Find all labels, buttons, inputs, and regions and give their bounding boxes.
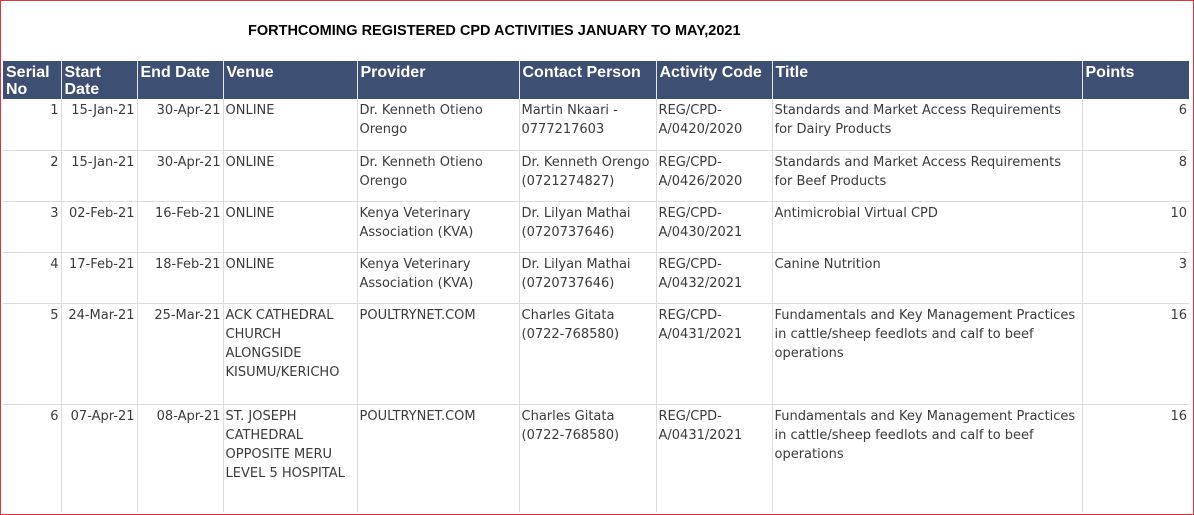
table-row bbox=[3, 99, 1189, 150]
cell-activity-code: REG/CPD-A/0431/2021 bbox=[656, 404, 772, 512]
cell-contact: Dr. Lilyan Mathai (0720737646) bbox=[519, 201, 656, 252]
cell-venue: ONLINE bbox=[223, 150, 357, 201]
cell-venue: ST. JOSEPH CATHEDRAL OPPOSITE MERU LEVEL 5 HOSPITAL bbox=[223, 404, 357, 512]
cell-contact: Dr. Lilyan Mathai (0720737646) bbox=[519, 252, 656, 303]
cell-contact: Martin Nkaari - 0777217603 bbox=[519, 99, 656, 150]
cell-points: 16 bbox=[1082, 303, 1189, 404]
cell-title: Standards and Market Access Requirements for Beef Products bbox=[772, 150, 1082, 201]
table-row bbox=[3, 150, 1189, 201]
cell-title: Fundamentals and Key Management Practices in cattle/sheep feedlots and calf to beef operations bbox=[772, 303, 1082, 404]
cell-contact: Charles Gitata (0722-768580) bbox=[519, 404, 656, 512]
header-provider: Provider bbox=[357, 61, 519, 99]
cell-serial: 2 bbox=[3, 150, 61, 201]
cell-title: Fundamentals and Key Management Practices in cattle/sheep feedlots and calf to beef operations bbox=[772, 404, 1082, 512]
cell-points: 3 bbox=[1082, 252, 1189, 303]
cell-start-date: 02-Feb-21 bbox=[61, 201, 137, 252]
header-points: Points bbox=[1082, 61, 1189, 99]
cell-title: Standards and Market Access Requirements for Dairy Products bbox=[772, 99, 1082, 150]
cell-start-date: 15-Jan-21 bbox=[61, 150, 137, 201]
header-start-date: Start Date bbox=[61, 61, 137, 99]
cell-end-date: 25-Mar-21 bbox=[137, 303, 223, 404]
cell-provider: Dr. Kenneth Otieno Orengo bbox=[357, 150, 519, 201]
cell-activity-code: REG/CPD-A/0420/2020 bbox=[656, 99, 772, 150]
cell-contact: Dr. Kenneth Orengo (0721274827) bbox=[519, 150, 656, 201]
header-venue: Venue bbox=[223, 61, 357, 99]
table-row bbox=[3, 404, 1189, 512]
cell-end-date: 30-Apr-21 bbox=[137, 99, 223, 150]
cell-provider: POULTRYNET.COM bbox=[357, 303, 519, 404]
header-activity-code: Activity Code bbox=[656, 61, 772, 99]
table-row bbox=[3, 252, 1189, 303]
cell-serial: 4 bbox=[3, 252, 61, 303]
cell-title: Canine Nutrition bbox=[772, 252, 1082, 303]
cell-serial: 1 bbox=[3, 99, 61, 150]
table-row bbox=[3, 201, 1189, 252]
cell-title: Antimicrobial Virtual CPD bbox=[772, 201, 1082, 252]
cell-start-date: 17-Feb-21 bbox=[61, 252, 137, 303]
cell-points: 6 bbox=[1082, 99, 1189, 150]
cell-activity-code: REG/CPD-A/0426/2020 bbox=[656, 150, 772, 201]
table-header-row bbox=[3, 61, 1189, 99]
cell-provider: Kenya Veterinary Association (KVA) bbox=[357, 252, 519, 303]
cpd-activities-table bbox=[3, 61, 1189, 512]
cell-end-date: 16-Feb-21 bbox=[137, 201, 223, 252]
cell-serial: 3 bbox=[3, 201, 61, 252]
table-row bbox=[3, 303, 1189, 404]
cell-venue: ACK CATHEDRAL CHURCH ALONGSIDE KISUMU/KERICHO bbox=[223, 303, 357, 404]
cell-venue: ONLINE bbox=[223, 201, 357, 252]
cell-provider: Kenya Veterinary Association (KVA) bbox=[357, 201, 519, 252]
cell-venue: ONLINE bbox=[223, 252, 357, 303]
cell-start-date: 15-Jan-21 bbox=[61, 99, 137, 150]
document-title: FORTHCOMING REGISTERED CPD ACTIVITIES JANUARY TO MAY,2021 bbox=[248, 23, 741, 39]
cell-start-date: 07-Apr-21 bbox=[61, 404, 137, 512]
cell-serial: 5 bbox=[3, 303, 61, 404]
cell-start-date: 24-Mar-21 bbox=[61, 303, 137, 404]
cell-points: 10 bbox=[1082, 201, 1189, 252]
cell-serial: 6 bbox=[3, 404, 61, 512]
cell-end-date: 18-Feb-21 bbox=[137, 252, 223, 303]
cell-end-date: 30-Apr-21 bbox=[137, 150, 223, 201]
cell-points: 8 bbox=[1082, 150, 1189, 201]
header-end-date: End Date bbox=[137, 61, 223, 99]
header-title: Title bbox=[772, 61, 1082, 99]
header-serial-no: Serial No bbox=[3, 61, 61, 99]
header-contact-person: Contact Person bbox=[519, 61, 656, 99]
cell-activity-code: REG/CPD-A/0430/2021 bbox=[656, 201, 772, 252]
cell-activity-code: REG/CPD-A/0431/2021 bbox=[656, 303, 772, 404]
cell-contact: Charles Gitata (0722-768580) bbox=[519, 303, 656, 404]
cell-provider: Dr. Kenneth Otieno Orengo bbox=[357, 99, 519, 150]
cell-provider: POULTRYNET.COM bbox=[357, 404, 519, 512]
cell-venue: ONLINE bbox=[223, 99, 357, 150]
cell-end-date: 08-Apr-21 bbox=[137, 404, 223, 512]
cell-activity-code: REG/CPD-A/0432/2021 bbox=[656, 252, 772, 303]
cell-points: 16 bbox=[1170, 408, 1187, 424]
